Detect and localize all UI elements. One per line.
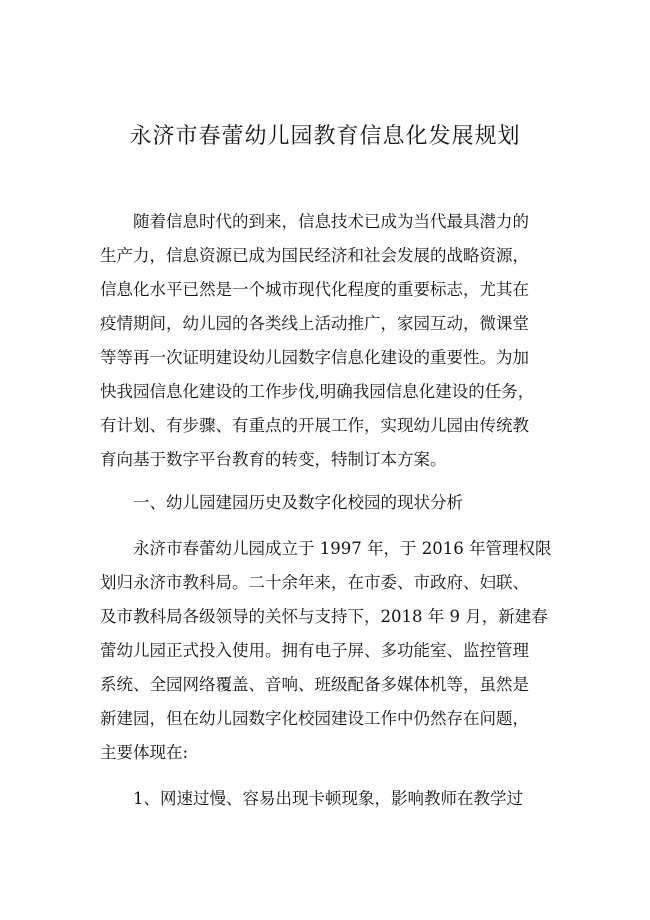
intro-line-5: 等等再一次证明建设幼儿园数字信息化建设的重要性。为加 — [100, 348, 529, 367]
intro-line-2: 生产力，信息资源已成为国民经济和社会发展的战略资源， — [100, 246, 529, 265]
document-title: 永济市春蕾幼儿园教育信息化发展规划 — [129, 124, 521, 149]
intro-line-4: 疫情期间，幼儿园的各类线上活动推广，家园互动，微课堂 — [100, 314, 529, 333]
section-1-line-1: 永济市春蕾幼儿园成立于 1997 年，于 2016 年管理权限 — [133, 539, 552, 558]
intro-line-6: 快我园信息化建设的工作步伐,明确我园信息化建设的任务， — [100, 382, 535, 401]
intro-line-7: 有计划、有步骤、有重点的开展工作，实现幼儿园由传统教 — [100, 416, 529, 435]
section-1-line-6: 新建园，但在幼儿园数字化校园建设工作中仍然存在问题， — [100, 709, 529, 728]
document-body — [100, 205, 560, 816]
intro-line-3: 信息化水平已然是一个城市现代化程度的重要标志，尤其在 — [100, 280, 529, 299]
section-1-line-4: 蕾幼儿园正式投入使用。拥有电子屏、多功能室、监控管理 — [100, 641, 529, 660]
list-item-1: 1、网速过慢、容易出现卡顿现象，影响教师在教学过 — [133, 789, 523, 808]
section-1-line-7: 主要体现在: — [100, 743, 189, 762]
intro-line-8: 育向基于数字平台教育的转变，特制订本方案。 — [100, 450, 447, 469]
section-1-line-2: 划归永济市教科局。二十余年来，在市委、市政府、妇联、 — [100, 573, 529, 592]
intro-line-1: 随着信息时代的到来，信息技术已成为当代最具潜力的 — [133, 212, 529, 231]
section-1-line-3: 及市教科局各级领导的关怀与支持下，2018 年 9 月，新建春 — [100, 607, 548, 626]
section-1-heading: 一、幼儿园建园历史及数字化校园的现状分析 — [133, 493, 463, 512]
section-1-line-5: 系统、全园网络覆盖、音响、班级配备多媒体机等，虽然是 — [100, 675, 529, 694]
